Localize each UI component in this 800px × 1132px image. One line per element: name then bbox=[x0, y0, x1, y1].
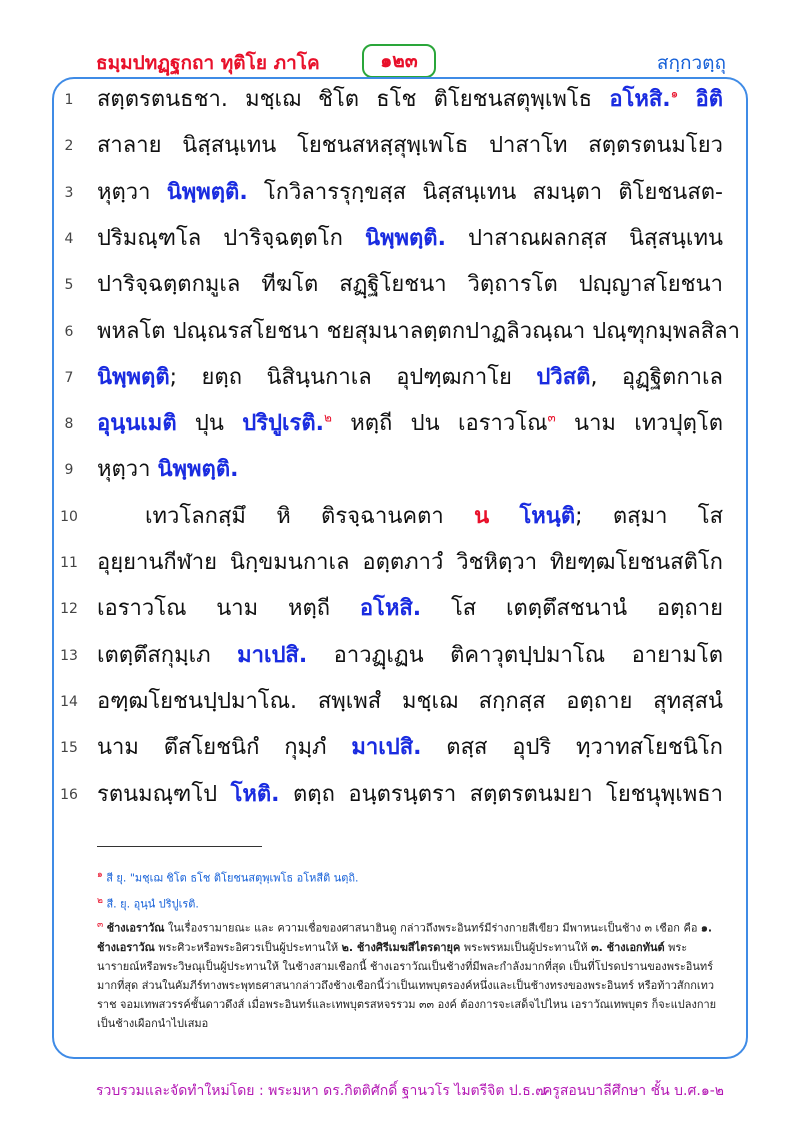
footnote-mark: ๒ bbox=[97, 896, 103, 906]
line-seg: ๒ bbox=[324, 410, 332, 425]
line-number: 13 bbox=[60, 647, 78, 664]
text-line bbox=[0, 587, 800, 633]
line-number: 8 bbox=[64, 416, 74, 433]
footnote-seg: ๒. ช้างศิรีเมฆสีไตรดายุค bbox=[341, 940, 461, 954]
line-seg: น bbox=[474, 503, 490, 529]
line-number: 9 bbox=[64, 462, 74, 479]
line-text bbox=[97, 726, 723, 770]
footnote bbox=[97, 916, 723, 1033]
text-line bbox=[0, 217, 800, 263]
line-number: 1 bbox=[64, 92, 74, 108]
line-seg: ๑ bbox=[670, 86, 679, 101]
footnote-mark: ๓ bbox=[97, 920, 104, 930]
text-line bbox=[0, 402, 800, 448]
line-seg: หตฺถี ปน เอราวโณ bbox=[331, 411, 548, 437]
footnote-seg: สี. ยุ. อุนฺนํ ปริปูเรติ. bbox=[106, 897, 199, 911]
footnote-seg: สี ยุ. "มชฺเฌ ชิโต ธโช ติโยชนสตุพฺเพโธ อโหสีติ นตฺถิ. bbox=[106, 871, 359, 885]
text-line bbox=[0, 726, 800, 772]
line-text bbox=[97, 124, 723, 168]
text-line bbox=[0, 78, 800, 124]
line-seg: อาวฏฺเฏน ติคาวุตปฺปมาโณ อายามโต bbox=[307, 642, 723, 668]
line-seg: ปวิสติ bbox=[536, 364, 591, 390]
line-number: 16 bbox=[60, 786, 78, 803]
line-number: 10 bbox=[60, 508, 78, 525]
page-number-badge: ๑๒๓ bbox=[362, 44, 436, 78]
line-number: 7 bbox=[64, 369, 74, 386]
line-seg: อุนฺนเมติ bbox=[97, 411, 177, 437]
line-seg: อโหสิ. bbox=[359, 596, 422, 622]
line-text bbox=[97, 171, 723, 215]
line-text bbox=[97, 680, 723, 724]
line-seg: ปริมณฺฑโล ปาริจฺฉตฺตโก bbox=[97, 225, 365, 251]
line-text bbox=[97, 356, 723, 400]
line-seg: โหนฺติ bbox=[519, 503, 576, 529]
line-seg: เทวโลกสฺมึ หิ ติรจฺฉานคตา bbox=[145, 503, 475, 529]
line-text bbox=[97, 587, 723, 631]
text-line bbox=[0, 634, 800, 680]
text-line bbox=[0, 310, 800, 356]
line-seg: ; ตสฺมา โส bbox=[575, 503, 723, 529]
section-title: สกฺกวตฺถุ bbox=[656, 52, 726, 74]
line-seg bbox=[678, 87, 695, 112]
line-seg: อโหสิ. bbox=[609, 87, 671, 112]
line-text bbox=[97, 217, 723, 261]
line-number: 2 bbox=[64, 138, 74, 155]
page-header bbox=[0, 42, 800, 82]
line-seg: อุยฺยานกีฬาย นิกฺขมนกาเล อตฺตภาวํ วิชหิตฺวา ทิยฑฺฒโยชนสติโก bbox=[97, 550, 723, 575]
line-number: 14 bbox=[60, 693, 78, 710]
line-seg: นิพฺพตฺติ. bbox=[364, 225, 446, 251]
line-number: 11 bbox=[60, 555, 78, 571]
footnote bbox=[97, 892, 723, 914]
line-number: 15 bbox=[60, 740, 78, 757]
line-text bbox=[97, 541, 723, 585]
footnote-seg: พระศิวะหรือพระอิศวรเป็นผู้ประทานให้ bbox=[154, 940, 342, 954]
footer-course: ครูสอนบาลีศึกษา ชั้น บ.ศ.๑-๒ bbox=[542, 1083, 724, 1099]
text-line bbox=[0, 263, 800, 309]
line-seg: นาม ตึสโยชนิกํ กุมฺภํ bbox=[97, 735, 352, 761]
line-seg: นิพฺพตฺติ bbox=[97, 364, 170, 390]
line-seg: มาเปสิ. bbox=[351, 735, 422, 761]
line-text bbox=[97, 78, 723, 122]
text-line bbox=[0, 448, 800, 494]
footnote-seg: ๑. ช้างเอราวัณ bbox=[97, 921, 713, 954]
line-seg: ปาสาณผลกสฺส นิสฺสนฺเทน bbox=[445, 225, 723, 251]
footnote-seg: พระพรหมเป็นผู้ประทานให้ bbox=[460, 940, 592, 954]
line-text bbox=[97, 310, 740, 354]
line-seg: เตตฺตึสกุมฺเภ bbox=[97, 642, 238, 668]
footnote-seg: พระนารายณ์หรือพระวิษณุเป็นผู้ประทานให้ ในช้างสามเชือกนี้ ช้างเอราวัณเป็นช้างที่มีพละกำลังมากที่สุด เป็นที่โปรดปรานของพระอินทร์มากที่สุด ส่วนในคัมภีร์ทางพระพุทธศาสนากล่าวถึงช้างเชือกนี้ว่าเป็นเทพบุตรองค์หนึ่งและเป็นช้างทรงของพระอินทร์ หรือท้าวสักกเทวราช จอมเทพสวรรค์ชั้นดาวดึงส์ เมื่อพระอินทร์และเทพบุตรสหจรรวม ๓๓ องค์ ต้องการจะเสด็จไปไหน เอราวัณเทพบุตร ก็จะแปลงกายเป็นช้างเผือกนำไปเสมอ bbox=[97, 940, 717, 1030]
line-text bbox=[97, 634, 723, 678]
line-text bbox=[97, 263, 723, 307]
line-seg: หุตฺวา bbox=[97, 457, 158, 483]
footnote-seg: ช้างเอราวัณ bbox=[106, 921, 165, 935]
line-seg: เอราวโณ นาม หตฺถี bbox=[97, 596, 360, 622]
line-text bbox=[97, 402, 723, 446]
line-number: 6 bbox=[64, 323, 74, 340]
text-line bbox=[0, 680, 800, 726]
line-seg: ตตฺถ อนฺตรนฺตรา สตฺตรตนมยา โยชนุพฺเพธา bbox=[279, 781, 723, 807]
footnote-seg: ในเรื่องรามายณะ และ ความเชื่อของศาสนาฮินดู กล่าวถึงพระอินทร์มีร่างกายสีเขียว มีพาหนะเป็นช้าง ๓ เชือก คือ bbox=[164, 921, 701, 935]
line-seg: หุตฺวา bbox=[97, 179, 167, 205]
footnote-mark: ๑ bbox=[97, 870, 103, 880]
line-seg: พหลโต ปณฺณรสโยชนา ชยสุมนาลตฺตกปาฏลิวณฺณา ปณฺฑุกมฺพลสิลา bbox=[97, 318, 740, 344]
line-text bbox=[97, 448, 723, 492]
line-number: 3 bbox=[64, 184, 74, 201]
line-text bbox=[145, 495, 723, 539]
footer-compiler: รวบรวมและจัดทำใหม่โดย : พระมหา ดร.กิตติศักดิ์ ฐานวโร ไมตรีจิต ป.ธ.๗ bbox=[96, 1083, 546, 1099]
line-seg: โกวิลารรุกฺขสฺส นิสฺสนฺเทน สมนฺตา ติโยชนสต- bbox=[247, 179, 723, 205]
line-seg: ; ยตฺถ นิสินฺนกาเล อุปฑฺฒกาโย bbox=[169, 364, 537, 390]
footnote bbox=[97, 866, 723, 888]
line-seg: อฑฺฒโยชนปฺปมาโณ. สพฺเพสํ มชฺเฌ สกฺกสฺส อตฺถาย สุทสฺสนํ bbox=[97, 688, 723, 714]
line-number: 5 bbox=[64, 277, 74, 294]
line-text bbox=[97, 773, 723, 817]
line-seg: อิติ bbox=[695, 87, 723, 112]
line-seg: ๓ bbox=[547, 410, 556, 425]
line-seg: รตนมณฺฑโป bbox=[97, 781, 231, 807]
text-line bbox=[0, 495, 800, 541]
text-line bbox=[0, 773, 800, 819]
footnote-seg: ๓. ช้างเอกทันต์ bbox=[591, 940, 665, 954]
line-seg: สตฺตรตนธชา. มชฺเฌ ชิโต ธโช ติโยชนสตุพฺเพโธ bbox=[97, 87, 610, 112]
line-seg: โส เตตฺตึสชนานํ อตฺถาย bbox=[421, 596, 723, 622]
line-seg: โหติ. bbox=[230, 781, 280, 807]
line-seg bbox=[489, 504, 519, 529]
line-seg: ปริปูเรติ. bbox=[242, 411, 324, 437]
line-seg: สาลาย นิสฺสนฺเทน โยชนสหสฺสุพฺเพโธ ปาสาโท สตฺตรตนมโยว bbox=[97, 133, 723, 159]
footnote-divider bbox=[97, 846, 262, 847]
line-seg: , อุฏฺฐิตกาเล bbox=[590, 364, 723, 390]
line-seg: ตสฺส อุปริ ทฺวาทสโยชนิโก bbox=[421, 735, 723, 761]
text-line bbox=[0, 356, 800, 402]
line-seg: นาม เทวปุตฺโต bbox=[555, 411, 723, 437]
line-seg: นิพฺพตฺติ. bbox=[166, 179, 248, 205]
line-seg: นิพฺพตฺติ. bbox=[157, 457, 239, 483]
line-seg: มาเปสิ. bbox=[237, 642, 308, 668]
book-title: ธมฺมปทฏฺฐกถา ทุติโย ภาโค bbox=[96, 52, 320, 74]
text-line bbox=[0, 171, 800, 217]
line-number: 4 bbox=[64, 230, 74, 247]
line-seg: ปุน bbox=[176, 411, 243, 437]
line-number: 12 bbox=[60, 601, 78, 618]
text-line bbox=[0, 541, 800, 587]
line-seg: ปาริจฺฉตฺตกมูเล ทีฆโต สฏฺฐิโยชนา วิตฺถารโต ปญฺญาสโยชนา bbox=[97, 272, 723, 298]
text-line bbox=[0, 124, 800, 170]
